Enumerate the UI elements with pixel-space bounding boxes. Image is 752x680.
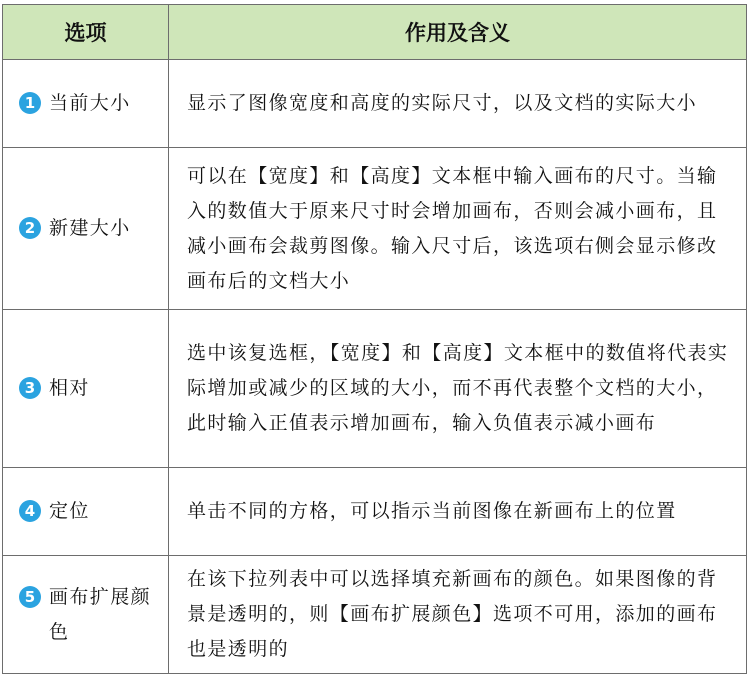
option-label: 新建大小 (49, 217, 131, 239)
number-1-icon: 1 (19, 92, 41, 114)
option-cell (3, 148, 169, 310)
table-row (3, 556, 747, 674)
description-cell: 单击不同的方格，可以指示当前图像在新画布上的位置 (169, 468, 747, 556)
table-row (3, 310, 747, 468)
table-row (3, 468, 747, 556)
option-cell (3, 310, 169, 468)
option-cell (3, 468, 169, 556)
option-label: 当前大小 (49, 92, 131, 114)
option-cell (3, 60, 169, 148)
number-2-icon: 2 (19, 217, 41, 239)
description-cell: 可以在【宽度】和【高度】文本框中输入画布的尺寸。当输入的数值大于原来尺寸时会增加画布，否则会减小画布，且减小画布会裁剪图像。输入尺寸后，该选项右侧会显示修改画布后的文档大小 (169, 148, 747, 310)
option-label: 定位 (49, 500, 90, 522)
number-3-icon: 3 (19, 377, 41, 399)
description-cell: 显示了图像宽度和高度的实际尺寸，以及文档的实际大小 (169, 60, 747, 148)
table-row (3, 60, 747, 148)
option-label: 相对 (49, 377, 90, 399)
table-row (3, 148, 747, 310)
header-option: 选项 (3, 5, 169, 60)
option-cell (3, 556, 169, 674)
options-table (2, 4, 747, 674)
option-label: 画布扩展颜色 (49, 585, 152, 643)
number-4-icon: 4 (19, 500, 41, 522)
table-header-row (3, 5, 747, 60)
description-cell: 在该下拉列表中可以选择填充新画布的颜色。如果图像的背景是透明的，则【画布扩展颜色】选项不可用，添加的画布也是透明的 (169, 556, 747, 674)
description-cell: 选中该复选框，【宽度】和【高度】文本框中的数值将代表实际增加或减少的区域的大小，而不再代表整个文档的大小，此时输入正值表示增加画布，输入负值表示减小画布 (169, 310, 747, 468)
number-5-icon: 5 (19, 586, 41, 608)
header-description: 作用及含义 (169, 5, 747, 60)
